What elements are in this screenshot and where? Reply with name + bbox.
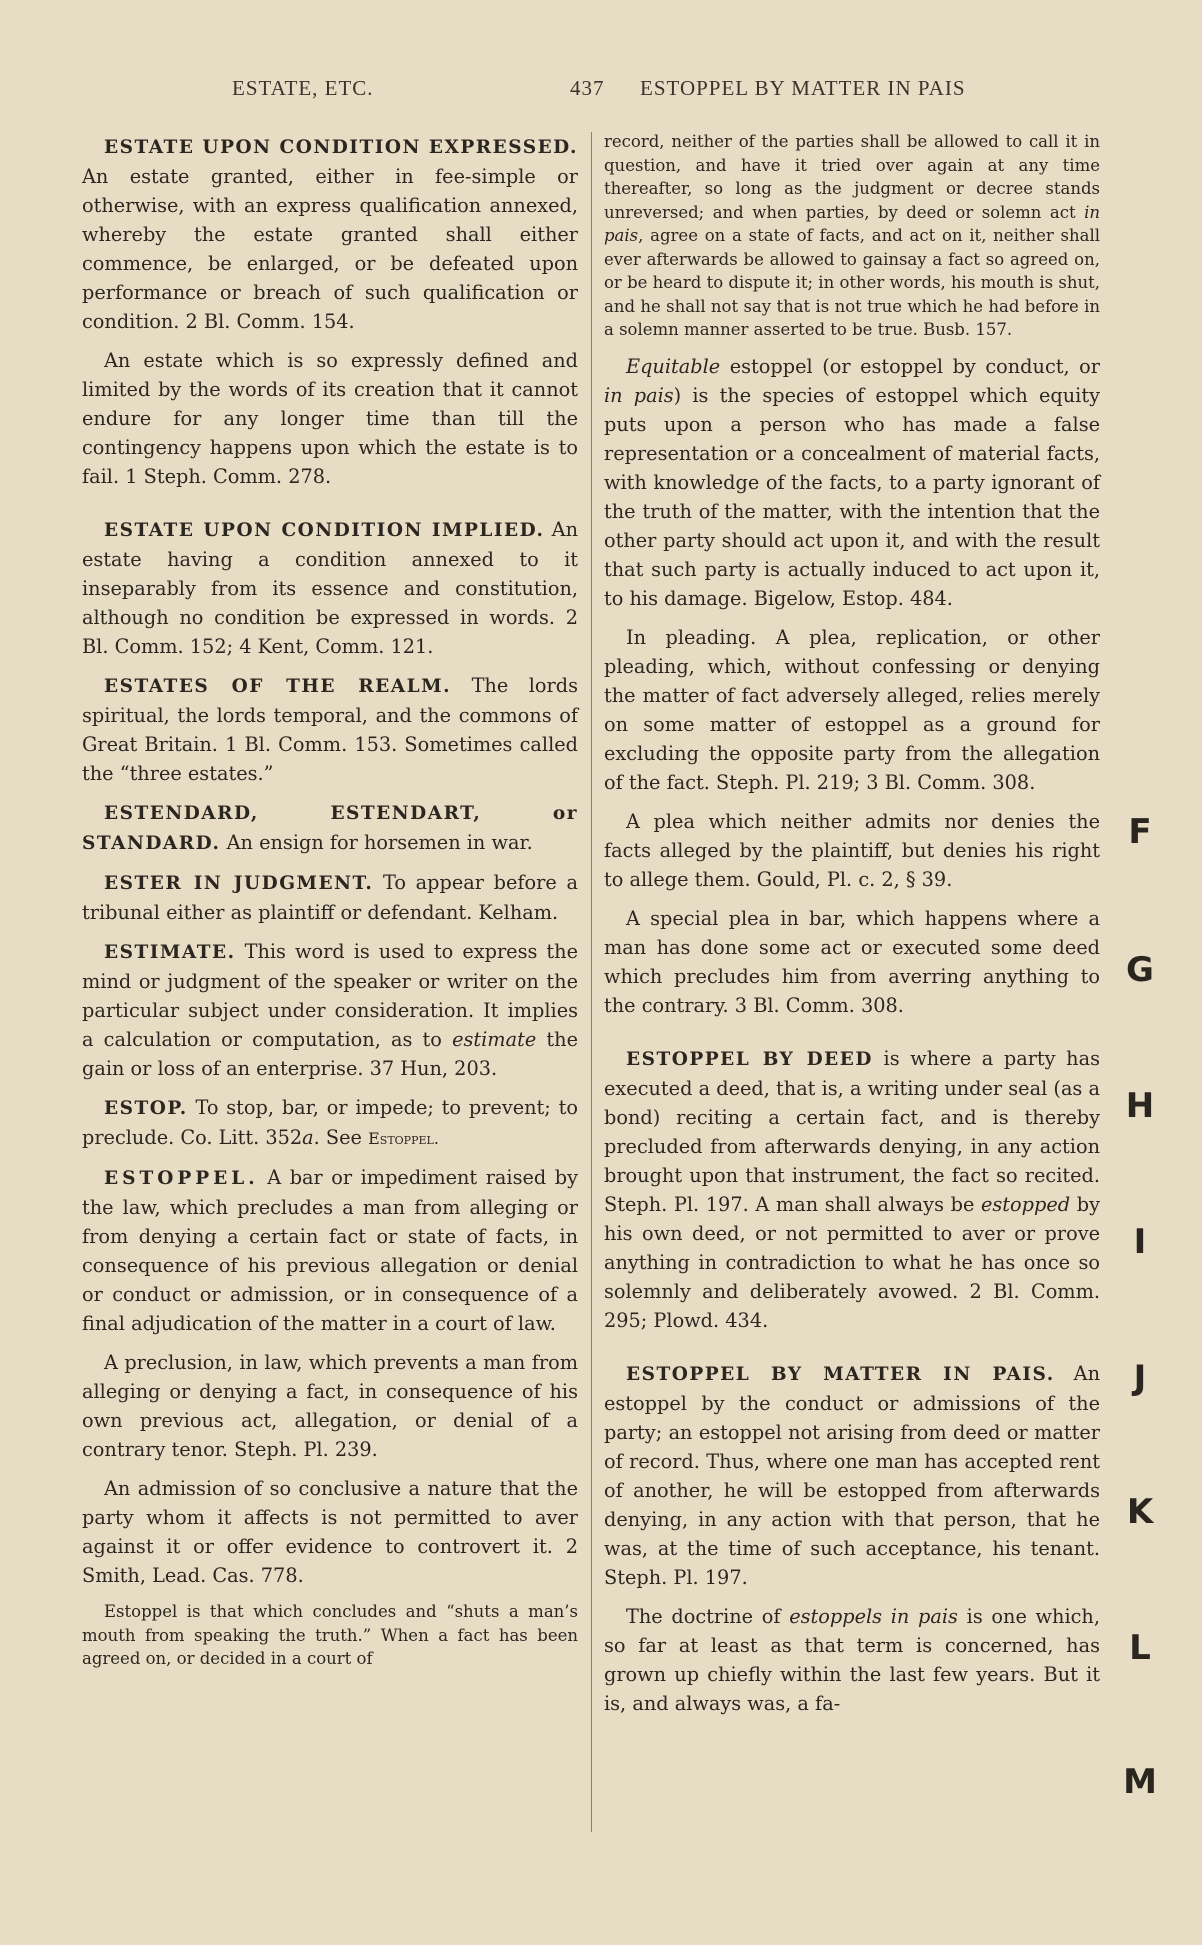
entry-definition: An estate having a condition annexed to it inseparably from its essence and constitution, although no condition be expressed in words. 2 Bl. Comm. 152; 4 Kent, Comm. 121. [82, 518, 578, 658]
entry-term: ESTOP. [104, 1098, 188, 1119]
italic-word: estopped [981, 1192, 1071, 1216]
entry-definition: The lords spiritual, the lords temporal, and the commons of Great Britain. 1 Bl. Comm. 153. Sometimes called the “three estates.” [82, 674, 578, 785]
entry-definition-cont: the gain or loss of an enterprise. 37 Hun, 203. [82, 1028, 578, 1080]
header-left-guideword: ESTATE, ETC. [232, 76, 374, 100]
thumb-index-h: H [1125, 1086, 1155, 1126]
italic-word: Equitable [626, 354, 721, 378]
entry-definition-cont: by his own deed, or not permitted to aver or prove anything in contradiction to what he has once so solemnly and deliberately avowed. 2 Bl. Comm. 295; Plowd. 434. [604, 1192, 1100, 1332]
quote-text-cont: , agree on a state of facts, and act on it, neither shall ever afterwards be allowed to gainsay a fact so agreed on, or be heard to dispute it; in other words, his mouth is shut, and he shall not say that is not true which he had before in a solemn manner asserted to be true. Busb. 157. [604, 226, 1100, 339]
pleading-paragraph: In pleading. A plea, replication, or other pleading, which, without confessing or denying the matter of fact adversely alleged, relies merely on some matter of estoppel as a ground for excluding the opposite party from the allegation of the fact. Steph. Pl. 219; 3 Bl. Comm. 308. [604, 625, 1100, 794]
entry-term: ESTENDARD, ESTENDART, or STANDARD. [82, 803, 578, 854]
entry-estate-upon-condition-expressed [82, 132, 578, 336]
entry-paragraph: A preclusion, in law, which prevents a man from alleging or denying a fact, in consequence of his own previous act, allegation, or denial of a contrary tenor. Steph. Pl. 239. [82, 1351, 578, 1461]
pleading-paragraph: A special plea in bar, which happens where a man has done some act or executed some deed which precludes him from averring anything to the contrary. 3 Bl. Comm. 308. [604, 906, 1100, 1017]
thumb-index-g: G [1126, 950, 1154, 990]
entry-paragraph: An estate which is so expressly defined and limited by the words of its creation that it cannot endure for any longer time than till the contingency happens upon which the estate is to fail. 1 Steph. Comm. 278. [82, 349, 578, 488]
page-header [80, 76, 1080, 110]
entry-paragraph [604, 1602, 1100, 1718]
entry-term: ESTOPPEL BY MATTER IN PAIS. [626, 1363, 1055, 1385]
entry-term: ESTER IN JUDGMENT. [104, 873, 374, 894]
left-column [82, 132, 578, 1681]
entry-term: ESTATES OF THE REALM. [104, 676, 452, 697]
thumb-index-j: J [1133, 1358, 1147, 1398]
column-divider [591, 132, 592, 1832]
entry-definition: is where a party has executed a deed, that is, a writing under seal (as a bond) reciting a certain fact, and is thereby precluded from afterwards denying, in any action brought upon that instrument, the fact so recited. Steph. Pl. 197. A man shall always be [604, 1046, 1100, 1216]
entry-term: ESTATE UPON CONDITION IMPLIED. [104, 520, 545, 541]
thumb-index-k: K [1126, 1492, 1154, 1532]
continued-quote-paragraph [604, 130, 1100, 342]
italic-letter: a [302, 1126, 314, 1149]
entry-term: ESTOPPEL BY DEED [626, 1048, 873, 1070]
entry-estimate [82, 937, 578, 1083]
entry-definition: An estoppel by the conduct or admissions of the party; an estoppel not arising from deed or matter of record. Thus, where one man has accepted rent of another, he will be estopped from afterwards denying, in any action with that person, that he was, at the time of such acceptance, his tenant. Steph. Pl. 197. [604, 1361, 1100, 1589]
entry-estoppel-by-deed [604, 1044, 1100, 1335]
italic-phrase: in pais [604, 202, 1100, 245]
equitable-estoppel-paragraph [604, 352, 1100, 613]
entry-definition: To appear before a tribunal either as plaintiff or defendant. Kelham. [82, 871, 578, 924]
right-column [604, 130, 1100, 1728]
entry-definition: An ensign for horsemen in war. [226, 831, 533, 854]
thumb-index-l: L [1129, 1628, 1151, 1668]
entry-estendard [82, 798, 578, 858]
page-number: 437 [570, 76, 605, 100]
thumb-index-m: M [1123, 1762, 1157, 1802]
entry-estoppel [82, 1163, 578, 1338]
entry-estate-upon-condition-implied [82, 515, 578, 661]
paragraph-text-cont: ) is the species of estoppel which equity puts upon a person who has made a false representation or a concealment of material facts, with knowledge of the facts, to a party ignorant of the truth of the matter, with the intention that the other party should act upon it, and with the result that such party is actually induced to act upon it, to his damage. Bigelow, Estop. 484. [604, 383, 1100, 610]
entry-quote-paragraph: Estoppel is that which concludes and “shuts a man’s mouth from speaking the truth.” When a fact has been agreed on, or decided in a court of [82, 1602, 578, 1668]
entry-term: ESTATE UPON CONDITION EXPRESSED. [104, 137, 578, 158]
paragraph-text: estoppel (or estoppel by conduct, or [729, 354, 1100, 378]
entry-paragraph: An admission of so conclusive a nature that the party whom it affects is not permitted to aver against it or offer evidence to controvert it. 2 Smith, Lead. Cas. 778. [82, 1477, 578, 1587]
header-right-guideword: ESTOPPEL BY MATTER IN PAIS [640, 76, 966, 100]
entry-definition: To stop, bar, or impede; to prevent; to preclude. Co. Litt. 352 [82, 1096, 578, 1149]
italic-phrase: estoppels in pais [789, 1604, 958, 1628]
quote-text: record, neither of the parties shall be allowed to call it in question, and have it tried over again at any time thereafter, so long as the judgment or decree stands unreversed; and when parties, by deed or solemn act [604, 132, 1100, 222]
entry-estates-of-the-realm [82, 671, 578, 788]
entry-ester-in-judgment [82, 868, 578, 927]
cross-reference: Estoppel. [368, 1129, 439, 1148]
italic-phrase: in pais [604, 383, 674, 407]
entry-term: ESTOPPEL. [104, 1168, 259, 1189]
entry-estop [82, 1093, 578, 1153]
entry-definition-cont: . See [313, 1126, 362, 1149]
thumb-index-f: F [1128, 812, 1152, 852]
entry-estoppel-by-matter-in-pais [604, 1359, 1100, 1592]
entry-definition: A bar or impediment raised by the law, which precludes a man from alleging or from denying a certain fact or state of facts, in consequence of his previous allegation or denial or conduct or admission, or in consequence of a final adjudication of the matter in a court of law. [82, 1166, 578, 1335]
thumb-index-i: I [1133, 1222, 1147, 1262]
entry-definition: This word is used to express the mind or judgment of the speaker or writer on the particular subject under consideration. It implies a calculation or computation, as to [82, 940, 578, 1051]
paragraph-text-cont: is one which, so far at least as that term is concerned, has grown up chiefly within the last few years. But it is, and always was, a fa- [604, 1604, 1100, 1715]
entry-definition: An estate granted, either in fee-simple or otherwise, with an express qualification annexed, whereby the estate granted shall either commence, be enlarged, or be defeated upon performance or breach of such qualification or condition. 2 Bl. Comm. 154. [82, 165, 578, 333]
italic-word: estimate [452, 1028, 537, 1051]
pleading-paragraph: A plea which neither admits nor denies the facts alleged by the plaintiff, but denies his right to allege them. Gould, Pl. c. 2, § 39. [604, 809, 1100, 891]
paragraph-text: The doctrine of [626, 1604, 781, 1628]
entry-term: ESTIMATE. [104, 942, 236, 963]
